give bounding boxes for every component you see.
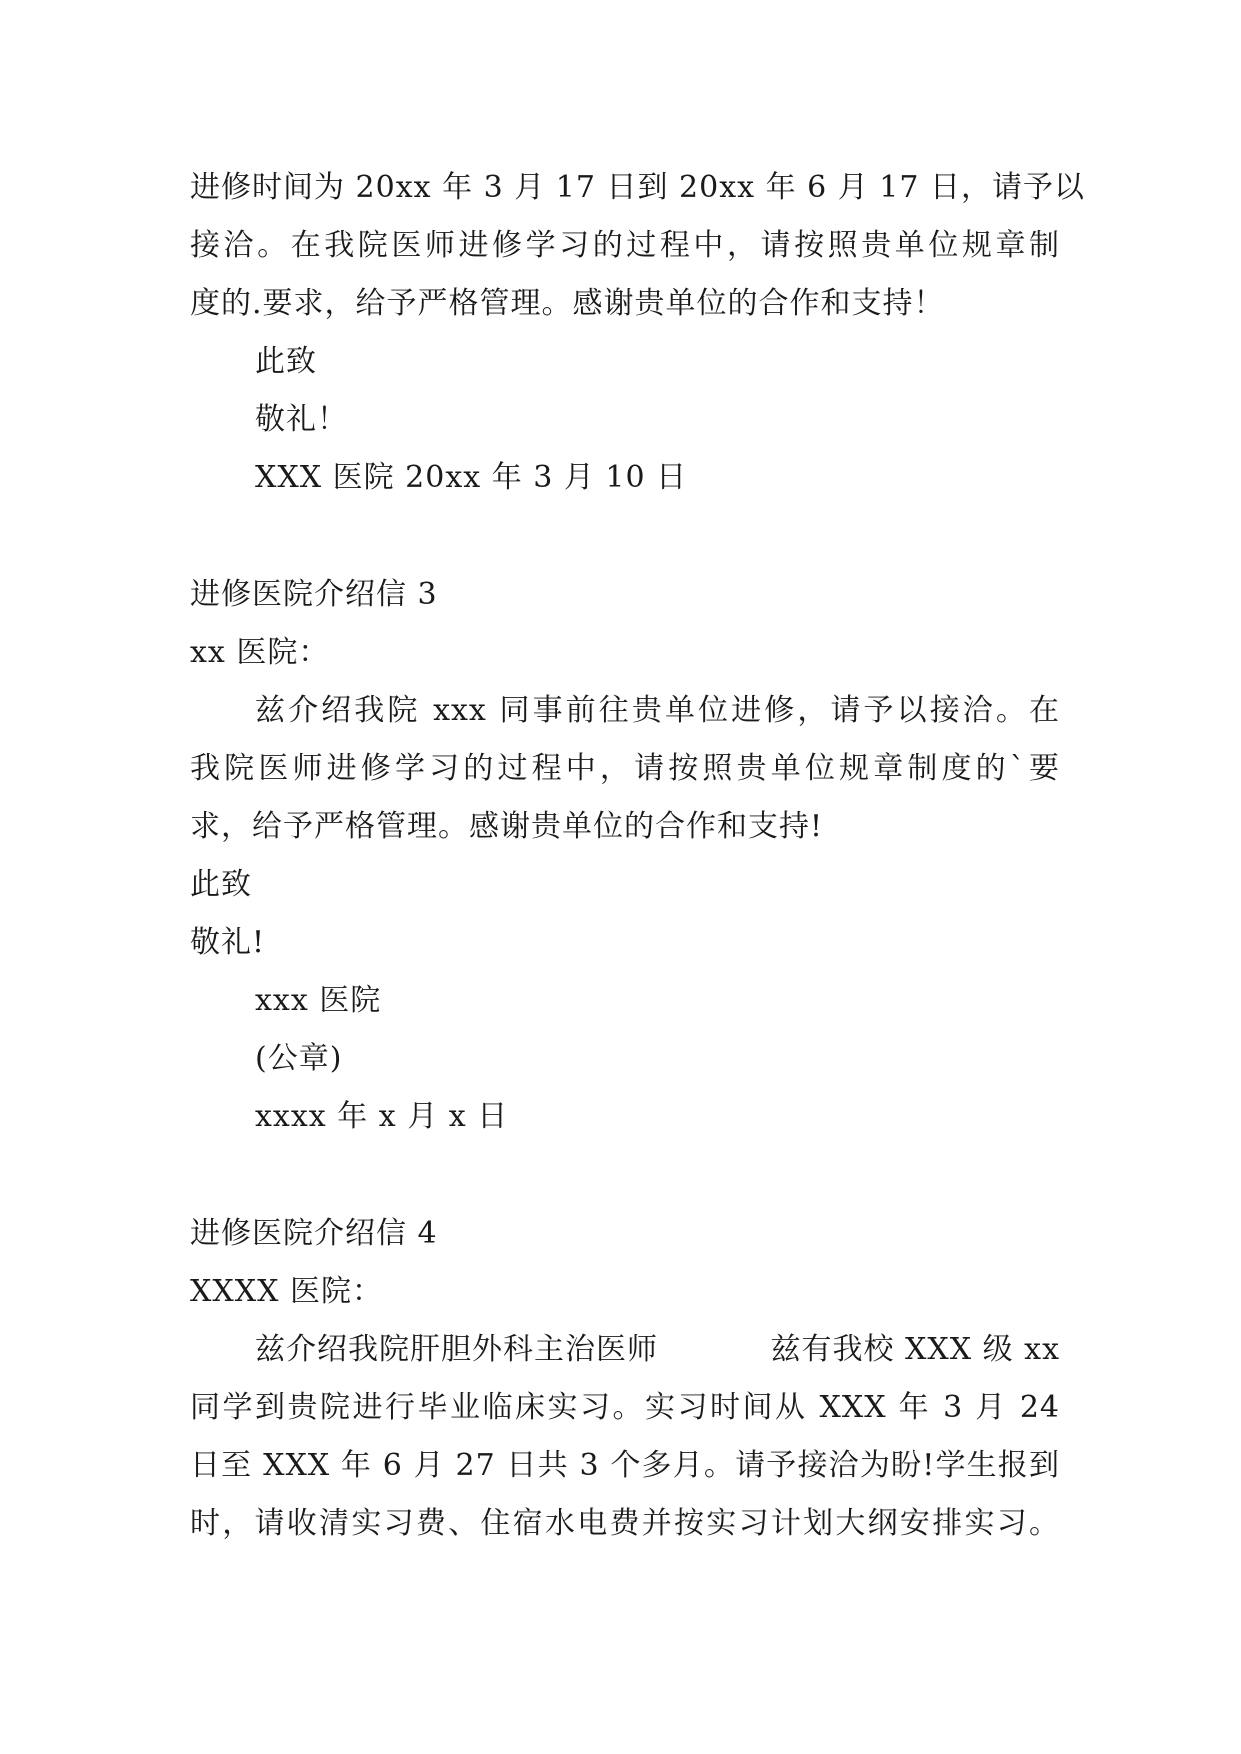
paragraph-line: 时，请收清实习费、住宿水电费并按实习计划大纲安排实习。 (190, 1506, 1060, 1541)
salutation: XXXX 医院： (190, 1274, 383, 1309)
signature-date: xxxx 年 x 月 x 日 (255, 1099, 509, 1134)
paragraph-line: 求，给予严格管理。感谢贵单位的合作和支持! (190, 809, 824, 844)
signature-org: xxx 医院 (255, 983, 382, 1018)
closing-line: 此致 (255, 344, 317, 379)
signature-line: XXX 医院 20xx 年 3 月 10 日 (255, 460, 688, 495)
paragraph-line: 进修时间为 20xx 年 3 月 17 日到 20xx 年 6 月 17 日，请予以 (190, 170, 1085, 205)
paragraph-line: 日至 XXX 年 6 月 27 日共 3 个多月。请予接洽为盼!学生报到 (190, 1448, 1060, 1483)
closing-line: 敬礼！ (255, 402, 348, 437)
section-title: 进修医院介绍信 3 (190, 577, 438, 612)
paragraph-segment: 兹介绍我院肝胆外科主治医师 (255, 1332, 658, 1367)
paragraph-line: 兹介绍我院 xxx 同事前往贵单位进修，请予以接洽。在 (255, 693, 1060, 728)
signature-seal: (公章) (255, 1041, 343, 1076)
salutation: xx 医院： (190, 635, 330, 670)
paragraph-line: 度的.要求，给予严格管理。感谢贵单位的合作和支持！ (190, 286, 945, 321)
paragraph-segment: 兹有我校 XXX 级 xx (770, 1332, 1060, 1367)
closing-line: 此致 (190, 867, 252, 902)
paragraph-line (255, 1330, 1060, 1370)
paragraph-line: 我院医师进修学习的过程中，请按照贵单位规章制度的`要 (190, 751, 1060, 786)
paragraph-line: 接洽。在我院医师进修学习的过程中，请按照贵单位规章制 (190, 228, 1060, 263)
section-title: 进修医院介绍信 4 (190, 1216, 438, 1251)
paragraph-line: 同学到贵院进行毕业临床实习。实习时间从 XXX 年 3 月 24 (190, 1390, 1060, 1425)
closing-line: 敬礼! (190, 925, 266, 960)
